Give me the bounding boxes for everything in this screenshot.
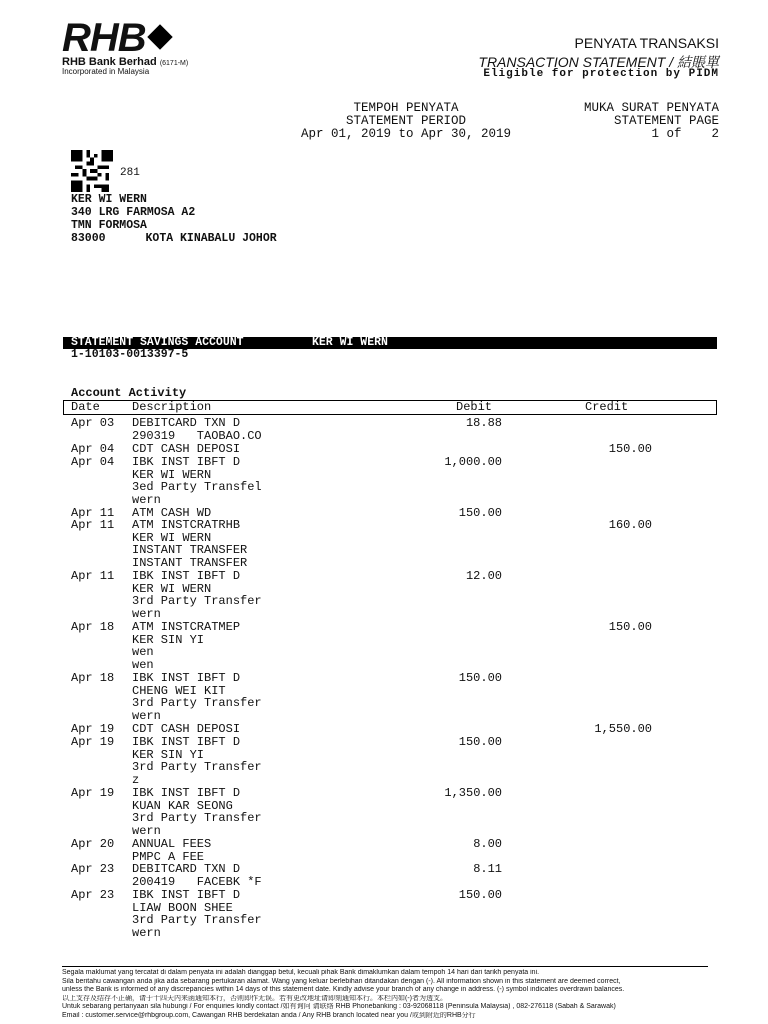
transaction-debit: 150.00	[458, 671, 502, 685]
transaction-description-line: KER WI WERN	[132, 581, 212, 596]
transaction-description-line: ANNUAL FEES	[132, 837, 212, 851]
transaction-description-line: wen	[132, 658, 154, 673]
transaction-description-line: wern	[132, 607, 161, 622]
statement-subtitle: TRANSACTION STATEMENT / 結賬單	[478, 54, 719, 70]
transaction-description-line: KER SIN YI	[132, 747, 205, 762]
transaction-debit: 8.11	[473, 862, 502, 876]
mailing-address	[71, 193, 277, 245]
transaction-description-line: IBK INST IBFT D	[132, 888, 241, 902]
transaction-description	[132, 838, 211, 863]
transaction-description-line: CDT CASH DEPOSI	[132, 722, 241, 736]
transaction-description	[132, 889, 262, 940]
transaction-description-line: IBK INST IBFT D	[132, 569, 241, 583]
transaction-date: Apr 20	[71, 837, 115, 851]
transaction-date: Apr 19	[71, 786, 115, 800]
footer-notice	[62, 969, 722, 1021]
transaction-date: Apr 18	[71, 620, 115, 634]
activity-title: Account Activity	[71, 386, 187, 400]
statement-period	[296, 102, 516, 141]
transaction-description	[132, 787, 262, 838]
col-credit: Credit	[585, 400, 629, 414]
transaction-description	[132, 863, 262, 888]
transaction-description-line: 200419 FACEBK *F	[132, 874, 262, 889]
transaction-description-line: IBK INST IBFT D	[132, 455, 241, 469]
col-description: Description	[132, 400, 212, 414]
bank-name: RHB Bank Berhad (6171-M)	[62, 56, 189, 68]
transaction-description-line: CDT CASH DEPOSI	[132, 442, 241, 456]
page-label-en: STATEMENT PAGE	[613, 114, 719, 128]
transaction-debit: 18.88	[465, 416, 502, 430]
transaction-description-line: IBK INST IBFT D	[132, 735, 241, 749]
transaction-description-line: ATM INSTCRATRHB	[132, 518, 241, 532]
transaction-description-line: ATM INSTCRATMEP	[132, 620, 241, 634]
footer-line: Email : customer.service@rhbgroup.com, Cawangan RHB berdekatan anda / Any RHB branch located near you /或到附近的RHB分行	[62, 1011, 476, 1019]
transaction-debit: 8.00	[473, 837, 502, 851]
transaction-description-line: wern	[132, 926, 161, 941]
transaction-description-line: LIAW BOON SHEE	[132, 900, 233, 915]
transaction-description-line: ATM CASH WD	[132, 506, 212, 520]
transaction-date: Apr 11	[71, 569, 115, 583]
address-line3	[71, 232, 277, 245]
col-date: Date	[71, 400, 100, 414]
qr-code-number: 281	[120, 167, 140, 179]
transaction-description-line: DEBITCARD TXN D	[132, 862, 241, 876]
transaction-description-line: 3rd Party Transfer	[132, 594, 262, 609]
address-postcode: 83000	[71, 232, 106, 245]
transaction-date: Apr 23	[71, 862, 115, 876]
activity-column-header	[63, 400, 717, 415]
transaction-description-line: KUAN KAR SEONG	[132, 798, 233, 813]
transaction-description	[132, 443, 240, 456]
transaction-description-line: 3ed Party Transfel	[132, 480, 262, 495]
transaction-description-line: KER SIN YI	[132, 632, 205, 647]
footer-line: Segala maklumat yang tercatat di dalam penyata ini adalah dianggap betul, kecuali pihak Bank dimaklumkan dalam tempoh 14 hari dari tarikh penyata ini.	[62, 969, 540, 976]
transaction-debit: 1,000.00	[444, 455, 502, 469]
transaction-description-line: KER WI WERN	[132, 530, 212, 545]
transaction-description	[132, 723, 240, 736]
page-value: 1 of 2	[651, 127, 719, 141]
transaction-description	[132, 417, 262, 442]
transaction-description-line: wern	[132, 824, 161, 839]
transaction-description-line: z	[132, 773, 140, 788]
address-line1: 340 LRG FARMOSA A2	[71, 206, 196, 219]
transaction-description-line: 3rd Party Transfer	[132, 760, 262, 775]
transaction-description	[132, 621, 240, 672]
account-number: 1-10103-0013397-5	[71, 348, 189, 361]
footer-line: Untuk sebarang pertanyaan sila hubungi / For enquiries kindly contact /如有询问 请联络 RHB Phonebanking : 03-92068118 (Peninsula Malaysia) , 082-276118 (Sabah & Sarawak)	[62, 1003, 616, 1011]
transaction-description-line: IBK INST IBFT D	[132, 786, 241, 800]
rhb-logo-wordmark: RHB	[62, 16, 146, 60]
transaction-description-line: CHENG WEI KIT	[132, 683, 226, 698]
transaction-debit: 12.00	[465, 569, 502, 583]
transaction-date: Apr 18	[71, 671, 115, 685]
address-city: KOTA KINABALU JOHOR	[145, 232, 277, 245]
qr-code-icon	[70, 150, 114, 192]
transaction-credit: 160.00	[608, 518, 652, 532]
transaction-debit: 1,350.00	[444, 786, 502, 800]
address-line2: TMN FORMOSA	[71, 219, 147, 232]
col-debit: Debit	[456, 400, 493, 414]
transaction-date: Apr 04	[71, 442, 115, 456]
transaction-description-line: IBK INST IBFT D	[132, 671, 241, 685]
transaction-description	[132, 519, 247, 570]
transaction-credit: 1,550.00	[594, 722, 652, 736]
transaction-description	[132, 456, 262, 507]
transaction-date: Apr 11	[71, 506, 115, 520]
transaction-date: Apr 03	[71, 416, 115, 430]
transaction-description-line: INSTANT TRANSFER	[132, 543, 248, 558]
account-holder: KER WI WERN	[312, 336, 388, 349]
footer-divider	[62, 966, 708, 967]
period-range: Apr 01, 2019 to Apr 30, 2019	[300, 127, 512, 141]
statement-title: PENYATA TRANSAKSI	[574, 35, 719, 51]
transaction-description-line: 3rd Party Transfer	[132, 811, 262, 826]
transaction-description-line: 3rd Party Transfer	[132, 696, 262, 711]
transaction-description	[132, 736, 262, 787]
transaction-debit: 150.00	[458, 506, 502, 520]
transaction-credit: 150.00	[608, 620, 652, 634]
transaction-date: Apr 23	[71, 888, 115, 902]
page-label-my: MUKA SURAT PENYATA	[583, 101, 719, 115]
period-label-my: TEMPOH PENYATA	[353, 101, 459, 115]
transaction-description-line: DEBITCARD TXN D	[132, 416, 241, 430]
rhb-logo-diamond-icon	[147, 24, 172, 49]
pidm-eligible: Eligible for protection by PIDM	[483, 68, 719, 80]
period-label-en: STATEMENT PERIOD	[345, 114, 467, 128]
footer-line: 以上支存及结存不正确，请于十四天内来函通知本行，否则即作无误。若有更改地址请即刻通知本行。本栏内如(-)者为透支。	[62, 994, 447, 1002]
transaction-description-line: wern	[132, 493, 161, 508]
footer-line: Sila beritahu cawangan anda jika ada sebarang pertukaran alamat. Wang yang keluar berlebihan ditandakan dengan (-). All information shown in this statement are deemed correct,	[62, 977, 621, 985]
transaction-debit: 150.00	[458, 888, 502, 902]
transaction-description	[132, 570, 262, 621]
transaction-description-line: PMPC A FEE	[132, 849, 205, 864]
transaction-description-line: INSTANT TRANSFER	[132, 556, 248, 571]
address-name: KER WI WERN	[71, 193, 147, 206]
transaction-credit: 150.00	[608, 442, 652, 456]
transaction-description-line: 290319 TAOBAO.CO	[132, 428, 262, 443]
footer-line: unless the Bank is informed of any discrepancies within 14 days of this statement date. Kindly advise your branch of any change in address. (-) symbol indicates overdrawn balances.	[62, 986, 625, 994]
transaction-date: Apr 04	[71, 455, 115, 469]
transaction-description-line: wern	[132, 709, 161, 724]
transaction-description	[132, 672, 262, 723]
transaction-description-line: KER WI WERN	[132, 467, 212, 482]
transaction-description-line: 3rd Party Transfer	[132, 913, 262, 928]
bank-incorporated: Incorporated in Malaysia	[62, 67, 150, 76]
transaction-debit: 150.00	[458, 735, 502, 749]
transaction-date: Apr 19	[71, 735, 115, 749]
transaction-date: Apr 19	[71, 722, 115, 736]
account-type: STATEMENT SAVINGS ACCOUNT	[71, 336, 244, 349]
statement-page	[584, 102, 719, 141]
transaction-description-line: wen	[132, 645, 154, 660]
transaction-date: Apr 11	[71, 518, 115, 532]
